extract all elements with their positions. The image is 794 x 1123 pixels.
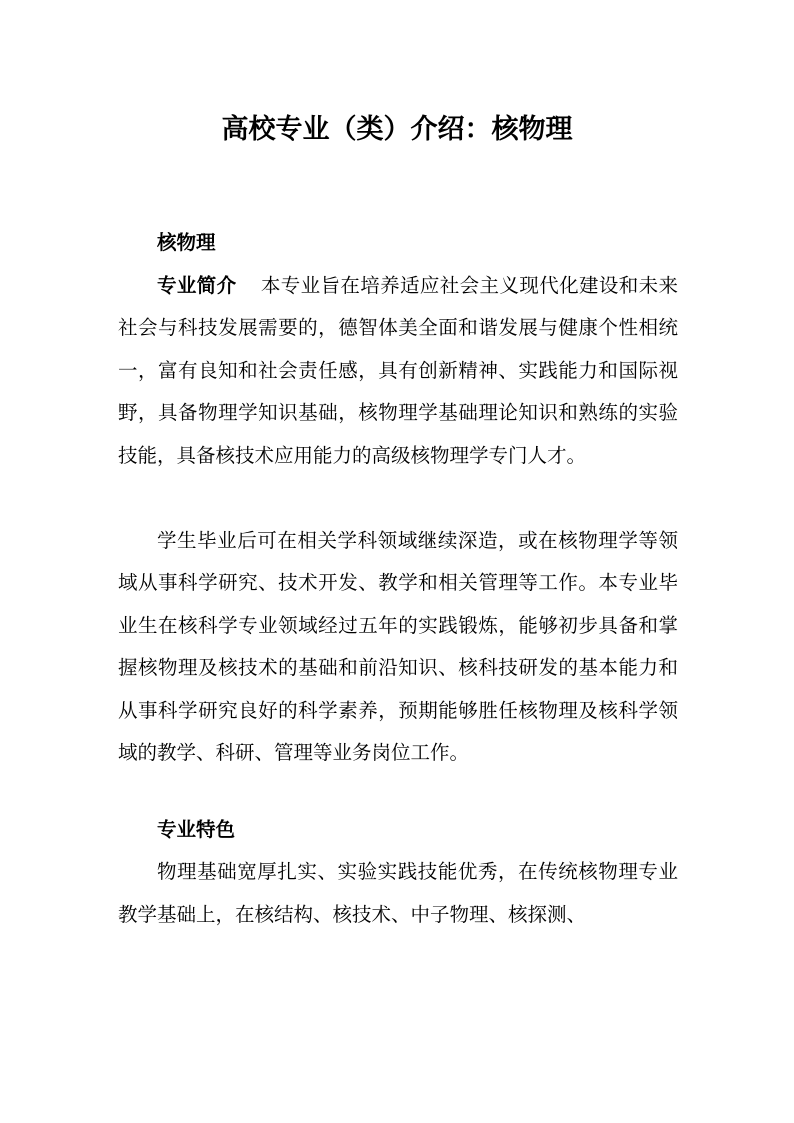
- paragraph-spacer: [118, 775, 678, 809]
- intro-text: 本专业旨在培养适应社会主义现代化建设和未来社会与科技发展需要的，德智体美全面和谐发展与健康个性相统一，富有良知和社会责任感，具有创新精神、实践能力和国际视野，具备物理学知识基础，核物理学基础理论知识和熟练的实验技能，具备核技术应用能力的高级核物理学专门人才。: [118, 273, 678, 467]
- features-paragraph: 物理基础宽厚扎实、实验实践技能优秀，在传统核物理专业教学基础上，在核结构、核技术、中子物理、核探测、: [118, 860, 678, 926]
- document-body: [118, 222, 678, 936]
- intro-label: 专业简介: [157, 273, 237, 297]
- career-paragraph: 学生毕业后可在相关学科领域继续深造，或在核物理学等领域从事科学研究、技术开发、教学和相关管理等工作。本专业毕业生在核科学专业领域经过五年的实践锻炼，能够初步具备和掌握核物理及核技术的基础和前沿知识、核科技研发的基本能力和从事科学研究良好的科学素养，预期能够胜任核物理及核科学领域的教学、科研、管理等业务岗位工作。: [118, 528, 678, 764]
- paragraph-spacer: [118, 477, 678, 520]
- subject-heading: 核物理: [157, 231, 216, 254]
- features-heading: 专业特色: [157, 817, 236, 841]
- intro-paragraph: [118, 265, 678, 478]
- document-title: 高校专业（类）介绍：核物理: [221, 114, 573, 145]
